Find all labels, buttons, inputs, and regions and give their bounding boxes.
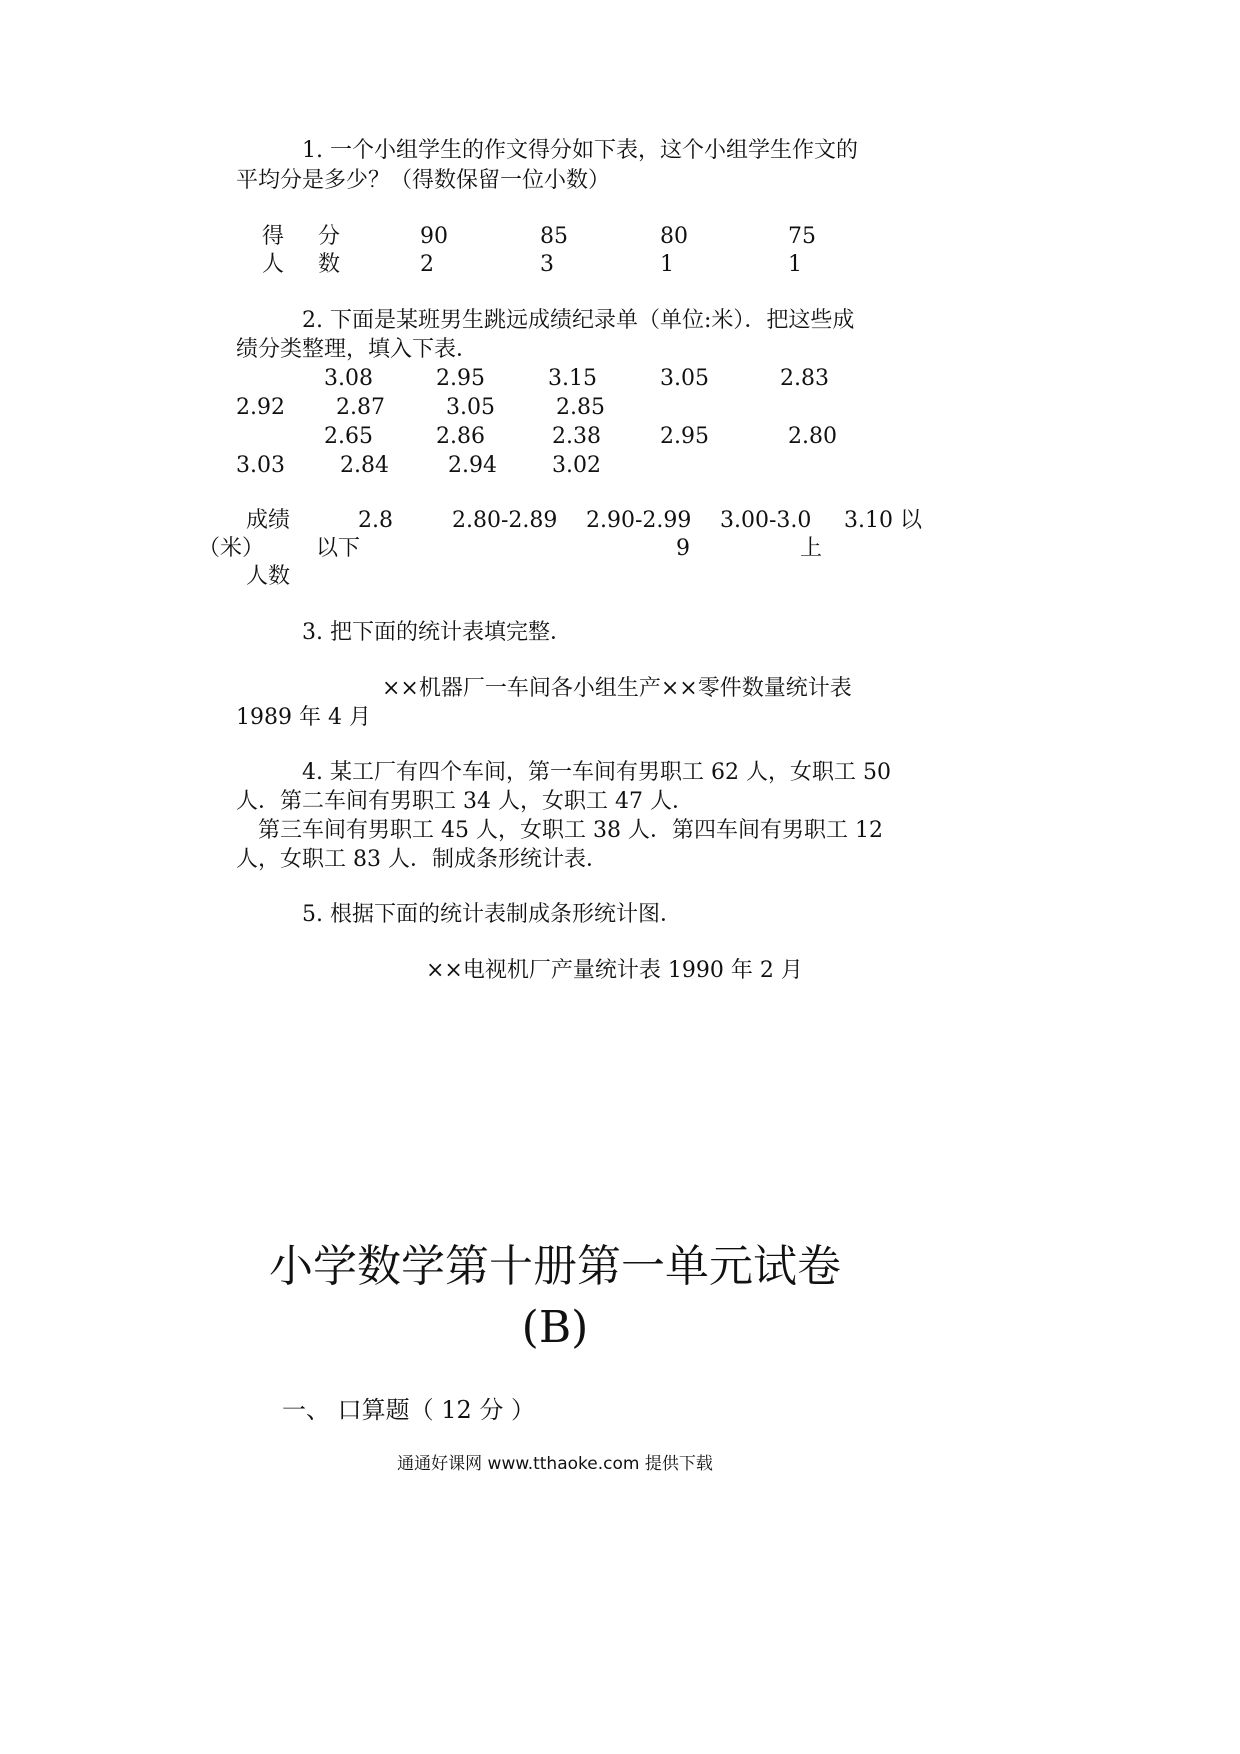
jump-value: 2.85 — [556, 395, 605, 420]
jump-value: 2.84 — [340, 453, 389, 478]
jump-value: 2.92 — [236, 395, 285, 420]
jump-value: 2.80 — [788, 424, 837, 449]
jump-value: 3.02 — [552, 453, 601, 478]
jump-value: 3.05 — [446, 395, 495, 420]
jump-value: 2.94 — [448, 453, 497, 478]
q4-line2: 人．第二车间有男职工 34 人，女职工 47 人． — [236, 789, 694, 814]
grade-col-above-3-10: 上 — [800, 536, 823, 561]
section-heading: 一、 口算题（ 12 分 ） — [282, 1396, 536, 1424]
q3-line1: 3. 把下面的统计表填完整． — [302, 620, 572, 645]
grade-table-header: 成绩 — [246, 508, 291, 533]
grade-table-row-label: 人数 — [246, 564, 291, 589]
q1-row2-value: 3 — [540, 252, 554, 277]
q1-row1-value: 80 — [660, 224, 688, 249]
grade-col-3-00-3-09: 3.00-3.0 — [720, 508, 812, 533]
q1-row2-value: 1 — [788, 252, 802, 277]
jump-value: 3.08 — [324, 366, 373, 391]
jump-value: 3.15 — [548, 366, 597, 391]
q1-line1: 1. 一个小组学生的作文得分如下表，这个小组学生作文的 — [302, 138, 858, 163]
q3-table-title: ××机器厂一车间各小组生产××零件数量统计表 — [382, 676, 852, 701]
jump-value: 2.83 — [780, 366, 829, 391]
q2-line2: 绩分类整理，填入下表． — [236, 337, 479, 362]
q4-line4: 人，女职工 83 人．制成条形统计表． — [236, 847, 608, 872]
jump-value: 2.86 — [436, 424, 485, 449]
q1-row2-label-a: 人 — [262, 252, 285, 277]
q1-row2-value: 2 — [420, 252, 434, 277]
q5-table-title: ××电视机厂产量统计表 1990 年 2 月 — [426, 958, 803, 983]
jump-value: 2.87 — [336, 395, 385, 420]
jump-value: 2.95 — [660, 424, 709, 449]
q1-row2-value: 1 — [660, 252, 674, 277]
jump-value: 2.65 — [324, 424, 373, 449]
q1-row1-value: 85 — [540, 224, 568, 249]
q1-row1-label-a: 得 — [262, 224, 285, 249]
q1-row1-label-b: 分 — [318, 224, 341, 249]
exam-subtitle: (B) — [521, 1302, 589, 1353]
jump-value: 3.03 — [236, 453, 285, 478]
q5-line1: 5. 根据下面的统计表制成条形统计图． — [302, 902, 682, 927]
grade-col-below-2-8: 以下 — [316, 536, 361, 561]
q1-row1-value: 90 — [420, 224, 448, 249]
q2-line1: 2. 下面是某班男生跳远成绩纪录单（单位:米）．把这些成 — [302, 308, 855, 333]
grade-col-below-2-8: 2.8 — [358, 508, 393, 533]
grade-col-2-80-2-89: 2.80-2.89 — [452, 508, 558, 533]
grade-col-2-90-2-99: 2.90-2.99 — [586, 508, 692, 533]
q4-line1: 4. 某工厂有四个车间，第一车间有男职工 62 人，女职工 50 — [302, 760, 891, 785]
jump-value: 2.95 — [436, 366, 485, 391]
exam-title: 小学数学第十册第一单元试卷 — [269, 1241, 841, 1292]
q3-date: 1989 年 4 月 — [236, 705, 371, 730]
page-footer: 通通好课网 www.tthaoke.com 提供下载 — [397, 1454, 713, 1474]
jump-value: 3.05 — [660, 366, 709, 391]
grade-col-3-00-3-09: 9 — [676, 536, 690, 561]
q1-row2-label-b: 数 — [318, 252, 341, 277]
grade-table-header-unit: （米） — [198, 536, 265, 561]
q4-line3: 第三车间有男职工 45 人，女职工 38 人．第四车间有男职工 12 — [258, 818, 883, 843]
grade-col-above-3-10: 3.10 以 — [844, 508, 922, 533]
q1-line2: 平均分是多少？（得数保留一位小数） — [236, 168, 611, 193]
jump-value: 2.38 — [552, 424, 601, 449]
q1-row1-value: 75 — [788, 224, 816, 249]
